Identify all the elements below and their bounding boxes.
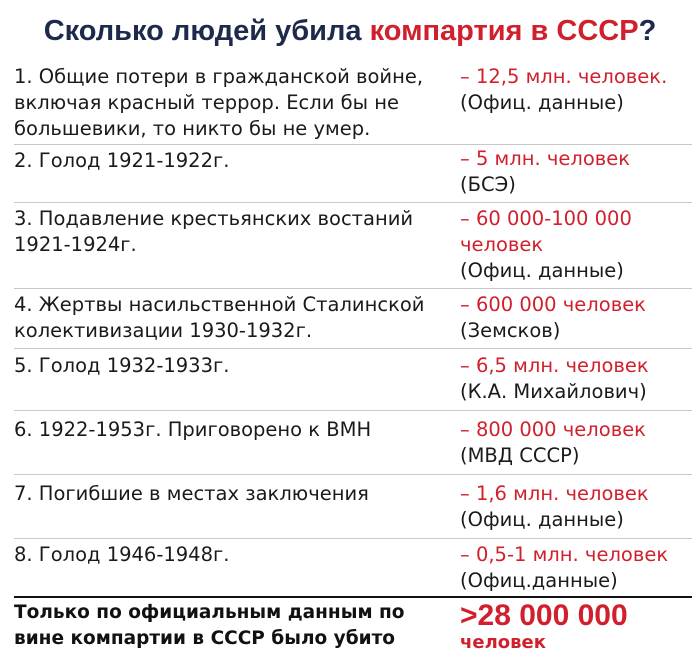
row-source: (К.А. Михайлович): [460, 380, 647, 403]
table-row: [14, 60, 692, 144]
row-value-cell: [460, 292, 700, 344]
row-source: (Офиц. данные): [460, 91, 624, 114]
table-row: [14, 474, 692, 539]
title-part-3: ?: [638, 15, 657, 47]
row-label: 2. Голод 1921-1922г.: [14, 149, 230, 172]
title-part-1: Сколько людей убила: [43, 15, 370, 47]
row-source: (Офиц. данные): [460, 259, 624, 282]
row-label: 3. Подавление крестьянских востаний 1921-1924г.: [14, 207, 414, 256]
row-value: – 5 млн. человек: [460, 147, 631, 170]
table-row: [14, 538, 692, 597]
table-row: [14, 288, 692, 349]
row-label: 5. Голод 1932-1933г.: [14, 354, 230, 377]
row-value: – 60 000-100 000 человек: [460, 207, 632, 256]
row-value-cell: [460, 206, 700, 284]
row-value: – 0,5-1 млн. человек: [460, 543, 669, 566]
row-source: (Земсков): [460, 319, 561, 342]
row-label: 6. 1922-1953г. Приговорено к ВМН: [14, 418, 372, 441]
row-value: – 1,6 млн. человек: [460, 482, 649, 505]
row-value-cell: [460, 353, 700, 405]
page-title: [0, 2, 700, 60]
row-value-cell: [460, 64, 700, 116]
row-source: (Офиц. данные): [460, 508, 624, 531]
total-unit: человек: [460, 632, 546, 653]
row-value: – 800 000 человек: [460, 418, 646, 441]
row-source: (Офиц.данные): [460, 569, 618, 592]
table-row: [14, 410, 692, 475]
row-label: 7. Погибшие в местах заключения: [14, 482, 369, 505]
row-value: – 6,5 млн. человек: [460, 354, 649, 377]
table-row: [14, 348, 692, 411]
row-value-cell: [460, 417, 700, 469]
title-part-2: компартия в СССР: [369, 15, 639, 47]
table-row: [14, 144, 692, 203]
row-label: 4. Жертвы насильственной Сталинской колективизации 1930-1932г.: [14, 293, 425, 342]
table-row: [14, 202, 692, 289]
total-label: Только по официальным данным по вине компартии в СССР было убито: [14, 602, 405, 649]
total-value: >28 000 000: [460, 599, 628, 632]
row-value: – 12,5 млн. человек.: [460, 65, 668, 88]
row-value-cell: [460, 481, 700, 533]
row-value-cell: [460, 542, 700, 594]
row-value-cell: [460, 146, 700, 198]
total-value-cell: [460, 599, 700, 653]
row-label: 8. Голод 1946-1948г.: [14, 543, 230, 566]
row-source: (МВД СССР): [460, 444, 580, 467]
row-label: 1. Общие потери в гражданской войне, включая красный террор. Если бы не большевики, то никто бы не умер.: [14, 65, 424, 140]
total-row: [14, 596, 692, 662]
row-source: (БСЭ): [460, 173, 516, 196]
row-value: – 600 000 человек: [460, 293, 646, 316]
